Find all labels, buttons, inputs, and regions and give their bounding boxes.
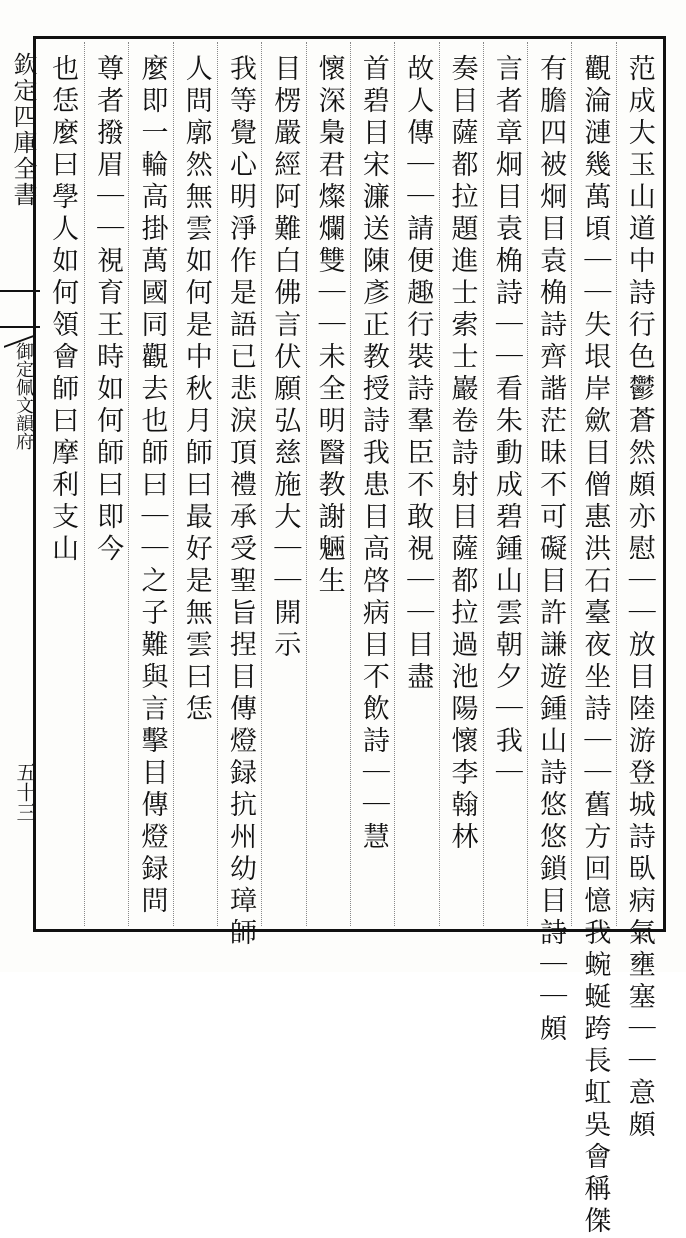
text-column-14 [40,42,84,926]
page-number: 五十三 [13,762,37,822]
column-text: 我等覺心明淨作是語已悲淚頂禮承受聖旨捏目傳燈録抗州幼璋師 [225,54,257,950]
column-text: 觀淪漣幾萬頃｜｜失垠岸歛目僧惠洪石臺夜坐詩｜｜舊方回憶我蜿蜒跨長虹吳會稱傑 [579,54,611,1238]
text-column-2 [571,42,615,1238]
column-text: 麼即一輪高掛萬國同觀去也師曰｜｜之子難與言擊目傳燈録問 [136,54,168,918]
text-column-3 [527,42,571,1046]
text-column-6 [394,42,438,926]
text-column-11 [173,42,217,926]
text-column-12 [128,42,172,926]
column-text: 懷深梟君燦爛雙｜｜未全明醫教謝魎生 [313,54,345,598]
spine-divider [0,290,40,328]
text-column-5 [439,42,483,926]
page-margin-spine [0,42,40,926]
text-column-4 [483,42,527,926]
text-column-1 [616,42,660,1142]
volume-title: 御定佩文韻府 [13,342,34,450]
column-text: 首碧目宋濂送陳彥正教授詩我患目高啓病目不飲詩｜｜慧 [357,54,389,854]
column-text: 范成大玉山道中詩行色鬱蒼然頗亦慰｜｜放目陸游登城詩臥病氣壅塞｜｜意頗 [623,54,655,1142]
text-columns [40,42,660,1238]
text-column-10 [217,42,261,950]
column-text: 目楞嚴經阿難白佛言伏願弘慈施大｜｜開示 [269,54,301,662]
text-column-7 [350,42,394,926]
column-text: 言者章炯目袁桷詩｜｜看朱動成碧鍾山雲朝夕｜我｜ [490,54,522,790]
text-column-13 [84,42,128,926]
column-text: 也恁麼曰學人如何領會師曰摩利支山 [47,54,79,566]
book-title: 欽定四庫全書 [9,52,37,208]
column-text: 故人傳｜｜請便趣行裝詩羣臣不敢視｜｜目盡 [402,54,434,694]
column-text: 有膽四被炯目袁桷詩齊諧茫昧不可礙目許謙遊鍾山詩悠悠鎖目詩｜｜頗 [535,54,567,1046]
text-column-8 [306,42,350,926]
column-text: 奏目薩都拉題進士索士巖卷詩射目薩都拉過池陽懷李翰林 [446,54,478,854]
column-text: 人問廓然無雲如何是中秋月師曰最好是無雲曰恁 [180,54,212,726]
text-column-9 [261,42,305,926]
column-text: 尊者撥眉｜｜視育王時如何師曰即今 [92,54,124,566]
